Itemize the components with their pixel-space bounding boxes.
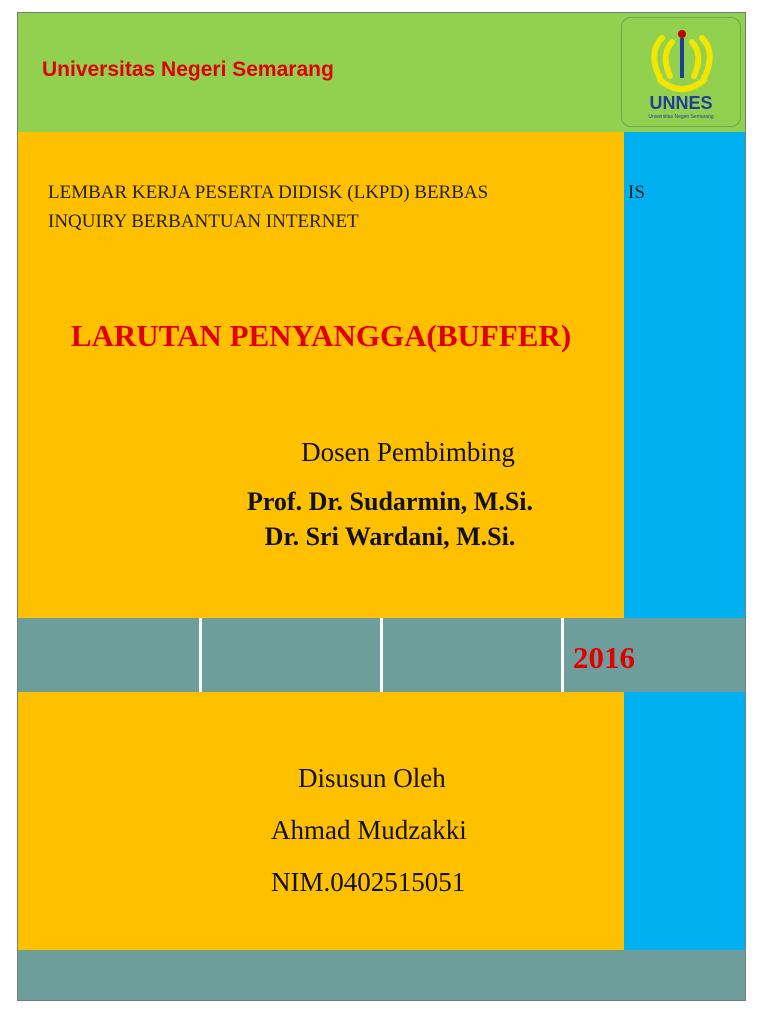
- side-stripe-bottom: [624, 692, 745, 950]
- supervisor-label: Dosen Pembimbing: [301, 437, 515, 467]
- supervisor-name: Prof. Dr. Sudarmin, M.Si.: [246, 487, 534, 516]
- author-nim: NIM.0402515051: [271, 867, 466, 897]
- logo-wordmark: UNNES: [649, 93, 713, 113]
- document-title: LARUTAN PENYANGGA(BUFFER): [70, 318, 572, 353]
- logo-subtext: Universitas Negeri Semarang: [648, 114, 714, 120]
- year-label: 2016: [573, 640, 635, 675]
- author-label: Disusun Oleh: [298, 763, 446, 793]
- supervisor-name: Dr. Sri Wardani, M.Si.: [264, 522, 516, 551]
- subtitle-line-1-tail: IS: [628, 182, 645, 203]
- subtitle-line-1: LEMBAR KERJA PESERTA DIDISK (LKPD) BERBAS: [48, 182, 489, 203]
- university-name: Universitas Negeri Semarang: [42, 58, 334, 81]
- footer-band: [18, 950, 745, 1000]
- author-name: Ahmad Mudzakki: [271, 815, 467, 845]
- subtitle-line-2: INQUIRY BERBANTUAN INTERNET: [48, 211, 359, 232]
- band-divider: [380, 618, 383, 692]
- band-divider: [199, 618, 202, 692]
- band-divider: [561, 618, 564, 692]
